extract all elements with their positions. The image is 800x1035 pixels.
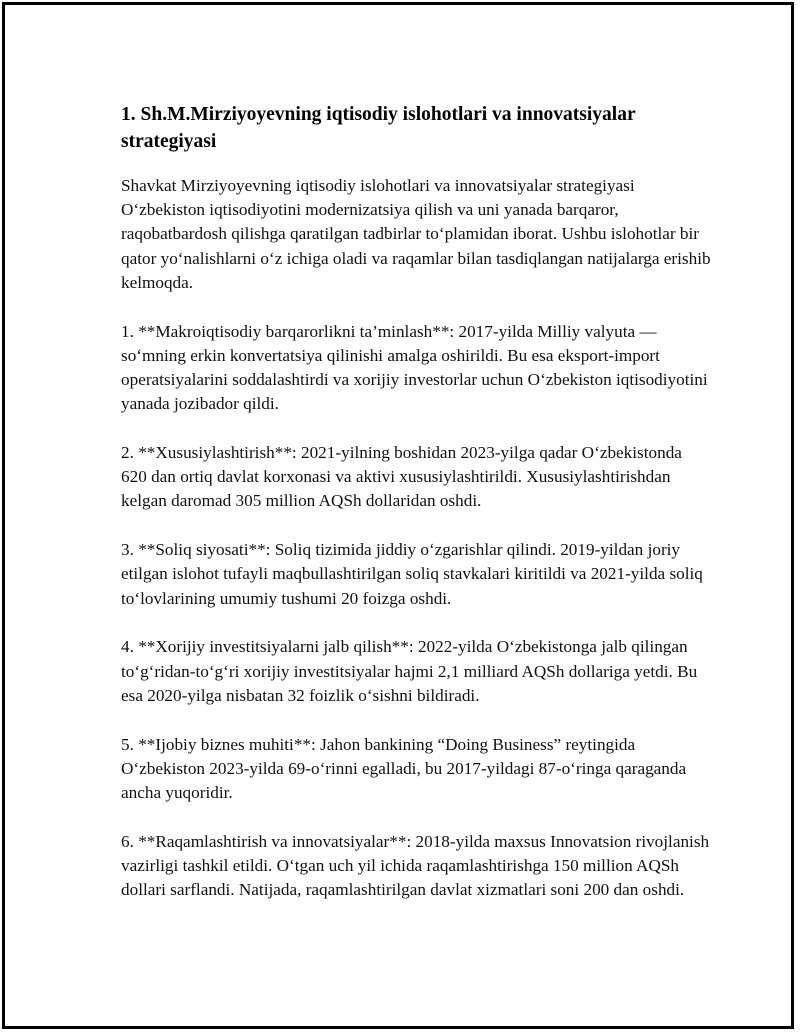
item-paragraph-2: 2. **Xususiylashtirish**: 2021-yilning boshidan 2023-yilga qadar O‘zbekistonda 620 dan ortiq davlat korxonasi va aktivi xususiylashtirildi. Xususiylashtirishdan kelgan daromad 305 million AQSh dollaridan oshdi.	[121, 443, 682, 511]
item-paragraph-5: 5. **Ijobiy biznes muhiti**: Jahon bankining “Doing Business” reytingida O‘zbekiston 2023-yilda 69-o‘rinni egalladi, bu 2017-yildagi 87-o‘ringa qaraganda ancha yuqoridir.	[121, 734, 687, 803]
intro-paragraph: Shavkat Mirziyoyevning iqtisodiy islohotlari va innovatsiyalar strategiyasi O‘zbekiston iqtisodiyotini modernizatsiya qilish va uni yanada barqaror, raqobatbardosh qilishga qaratilgan tadbirlar to‘plamidan iborat. Ushbu islohotlar bir qator yo‘nalishlarni o‘z ichiga oladi va raqamlar bilan tasdiqlangan natijalarga erishib kelmoqda.	[121, 176, 711, 292]
item-paragraph-1: 1. **Makroiqtisodiy barqarorlikni ta’minlash**: 2017-yilda Milliy valyuta — so‘mning erkin konvertatsiya qilinishi amalga oshirildi. Bu esa eksport-import operatsiyalarini soddalashtirdi va xorijiy investorlar uchun O‘zbekiston iqtisodiyotini yanada jozibador qildi.	[121, 321, 708, 414]
page-frame	[2, 2, 794, 1029]
document-body	[121, 101, 711, 927]
item-paragraph-6: 6. **Raqamlashtirish va innovatsiyalar**: 2018-yilda maxsus Innovatsion rivojlanish vazirligi tashkil etildi. O‘tgan uch yil ichida raqamlashtirishga 150 million AQSh dollari sarflandi. Natijada, raqamlashtirilgan davlat xizmatlari soni 200 dan oshdi.	[121, 831, 710, 900]
document-title: 1. Sh.M.Mirziyoyevning iqtisodiy islohotlari va innovatsiyalar strategiyasi	[121, 104, 636, 152]
item-paragraph-3: 3. **Soliq siyosati**: Soliq tizimida jiddiy o‘zgarishlar qilindi. 2019-yildan joriy etilgan islohot tufayli maqbullashtirilgan soliq stavkalari kiritildi va 2021-yilda soliq to‘lovlarining umumiy tushumi 20 foizga oshdi.	[121, 540, 703, 608]
item-paragraph-4: 4. **Xorijiy investitsiyalarni jalb qilish**: 2022-yilda O‘zbekistonga jalb qilingan to‘g‘ridan-to‘g‘ri xorijiy investitsiyalar hajmi 2,1 milliard AQSh dollariga yetdi. Bu esa 2020-yilga nisbatan 32 foizlik o‘sishni bildiradi.	[121, 637, 698, 705]
